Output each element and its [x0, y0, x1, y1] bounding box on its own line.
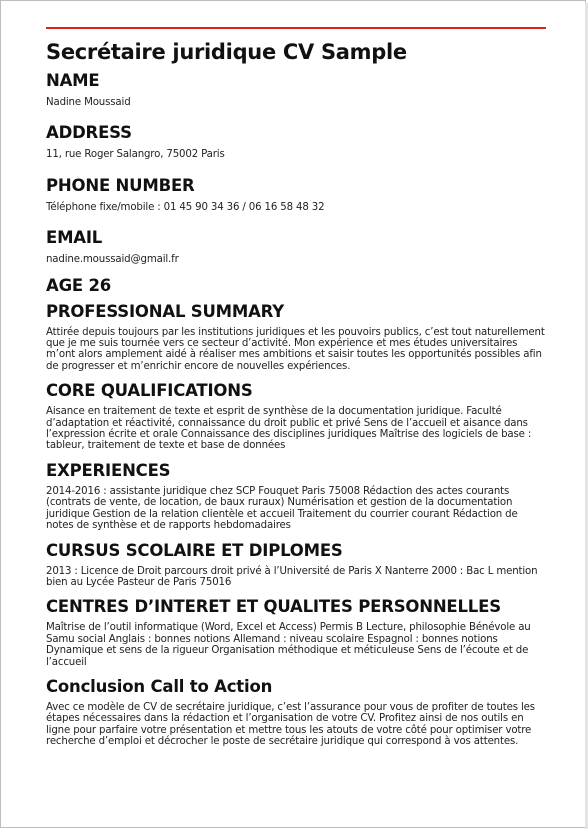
section-heading-summary: PROFESSIONAL SUMMARY [46, 301, 285, 321]
email-text: nadine.moussaid@gmail.fr [46, 254, 179, 266]
accent-rule [46, 27, 546, 29]
experiences-text: 2014-2016 : assistante juridique chez SCP Fouquet Paris 75008 Rédaction des actes courants (contrats de vente, de location, de baux ruraux) Numérisation et gestion de la documentation juridique Gestion de la relation clientèle et accueil Traitement du courrier courant Rédaction de notes de synthèse et de rapports hebdomadaires [46, 485, 518, 532]
section-heading-qualifications: CORE QUALIFICATIONS [46, 381, 253, 401]
phone-text: Téléphone fixe/mobile : 01 45 90 34 36 / 06 16 58 48 32 [46, 201, 325, 213]
section-heading-age: AGE 26 [46, 275, 112, 295]
section-heading-interests: CENTRES D’INTERET ET QUALITES PERSONNELLES [46, 597, 501, 617]
section-heading-education: CURSUS SCOLAIRE ET DIPLOMES [46, 540, 343, 560]
section-address [46, 121, 546, 160]
address-text: 11, rue Roger Salangro, 75002 Paris [46, 149, 225, 161]
summary-text: Attirée depuis toujours par les institutions juridiques et les pouvoirs publics, c’est tout naturellement que je me suis tournée vers ce secteur d’activité. Mon expérience et mes études universitaires m’ont alors amplement aidé à réaliser mes ambitions et saisir toutes les opportunités possibles afin de progresser et m’enrichir encore de nouvelles expériences. [46, 326, 545, 372]
section-age [46, 274, 546, 298]
section-summary [46, 300, 546, 373]
section-name [46, 69, 546, 108]
section-heading-name: NAME [46, 71, 100, 90]
interests-text: Maîtrise de l’outil informatique (Word, Excel et Access) Permis B Lecture, philosophie Bénévole au Samu social Anglais : bonnes notions Allemand : niveau scolaire Espagnol : bonnes notions Dynamique et sens de la rigueur Organisation méthodique et méticuleuse Sens de l’écoute et de l’accueil [46, 622, 531, 668]
section-phone [46, 174, 546, 213]
education-text: 2013 : Licence de Droit parcours droit privé à l’Université de Paris X Nanterre 2000 : Bac L mention bien au Lycée Pasteur de Paris 75016 [46, 565, 538, 588]
section-qualifications [46, 379, 546, 452]
page-title: Secrétaire juridique CV Sample [46, 40, 407, 64]
section-interests [46, 595, 546, 668]
section-heading-email: EMAIL [46, 228, 103, 248]
section-heading-experiences: EXPERIENCES [46, 460, 171, 480]
section-experiences [46, 459, 546, 532]
section-education [46, 539, 546, 589]
qualifications-text: Aisance en traitement de texte et esprit de synthèse de la documentation juridique. Faculté d’adaptation et réactivité, connaissance du droit public et privé Sens de l’accueil et aisance dans l’expression écrite et orale Connaissance des disciplines juridiques Maîtrise des logiciels de base : tableur, traitement de texte et base de données [46, 406, 532, 452]
section-heading-phone: PHONE NUMBER [46, 175, 195, 195]
candidate-name: Nadine Moussaid [46, 97, 131, 108]
section-conclusion [46, 675, 546, 748]
conclusion-text: Avec ce modèle de CV de secrétaire juridique, c’est l’assurance pour vous de profiter de toutes les étapes nécessaires dans la rédaction et l’organisation de votre CV. Profitez ainsi de nos outils en ligne pour parfaire votre présentation et mettre tous les atouts de votre côté pour optimiser votre recherche d’emploi et décrocher le poste de secrétaire juridique qui correspond à vos attentes. [46, 701, 535, 748]
section-heading-conclusion: Conclusion Call to Action [46, 676, 273, 696]
section-email [46, 226, 546, 265]
section-heading-address: ADDRESS [46, 123, 132, 143]
cv-content [46, 37, 546, 748]
